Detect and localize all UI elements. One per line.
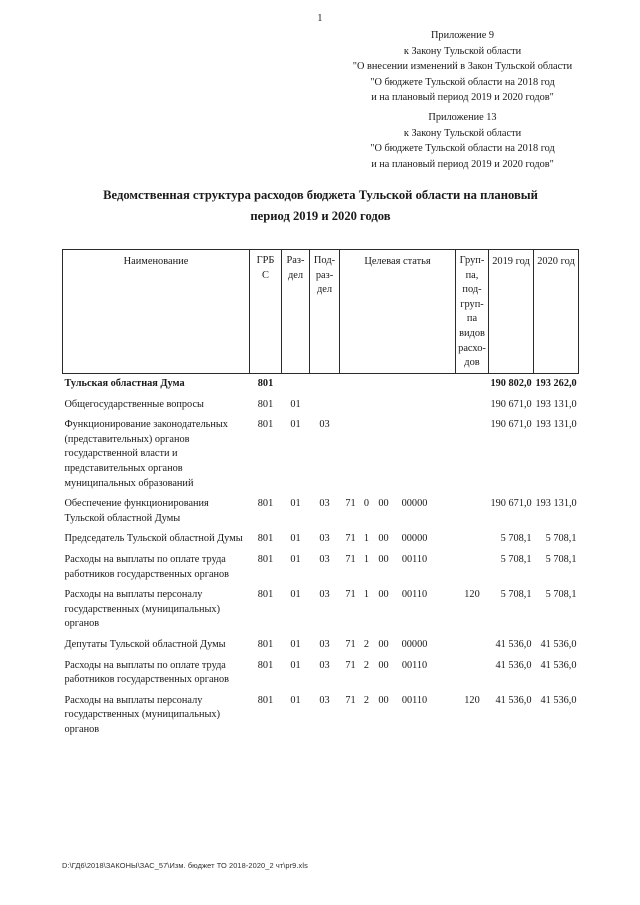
row-value-2019: 190 671,0 [490,498,532,510]
row-value-2020: 5 708,1 [545,533,577,545]
target-article-code: 00110 [401,553,428,565]
row-value-2019: 190 671,0 [490,419,532,431]
row-name: Расходы на выплаты персоналу государственных (муниципальных) органов [64,589,221,630]
target-article-chapter: 71 [345,533,356,545]
row-grbs: 801 [257,553,274,565]
target-article-direction: 00 [378,533,389,545]
row-target-article [340,494,456,529]
row-podrazdel: 03 [319,533,330,545]
row-value-2019: 5 708,1 [500,589,532,601]
row-grbs: 801 [257,694,274,706]
appendix-reference-9 [300,28,625,106]
row-expense-group [456,374,489,395]
appendix-13-line-1: Приложение 13 [428,112,497,123]
row-value-2019: 190 671,0 [490,398,532,410]
row-grbs: 801 [257,589,274,601]
row-target-article [340,415,456,494]
row-podrazdel: 03 [319,694,330,706]
row-podrazdel: 03 [319,589,330,601]
row-razdel: 01 [290,589,301,601]
target-article-chapter: 71 [345,553,356,565]
row-value-2019: 41 536,0 [495,659,532,671]
row-value-2019: 5 708,1 [500,533,532,545]
target-article-chapter: 71 [345,638,356,650]
row-value-2020: 193 131,0 [535,498,577,510]
row-grbs: 801 [257,498,274,510]
target-article-code: 00110 [401,694,428,706]
row-expense-group: 120 [464,589,480,601]
row-razdel: 01 [290,498,301,510]
row-expense-group [456,395,489,416]
target-article-chapter: 71 [345,659,356,671]
column-header-expense-group [456,250,489,374]
column-header-year-2020-label: 2020 год [537,256,575,267]
page-title-line-1: Ведомственная структура расходов бюджета Тульской области на плановый [103,188,538,202]
row-razdel: 01 [290,419,301,431]
row-grbs: 801 [257,659,274,671]
appendix-9-line-1: Приложение 9 [431,30,494,41]
appendix-13-line-2: к Закону Тульской области [403,127,522,139]
row-expense-group [456,635,489,656]
table-row [63,529,579,550]
row-target-article [340,550,456,585]
column-header-target-article-label: Целевая статья [364,256,431,267]
column-header-podrazdel [310,250,340,374]
row-podrazdel [310,395,340,416]
row-name: Общегосударственные вопросы [64,398,204,410]
budget-table-body [63,374,579,741]
appendix-reference-13 [300,110,625,172]
target-article-subprogram: 2 [363,659,370,671]
row-expense-group [456,529,489,550]
row-name: Депутаты Тульской областной Думы [64,638,226,650]
target-article-subprogram: 2 [363,638,370,650]
row-value-2020: 5 708,1 [545,589,577,601]
row-name: Расходы на выплаты по оплате труда работников государственных органов [64,553,230,580]
row-name: Функционирование законодательных (представительных) органов государственной власти и представительных органов муниципальных образований [64,419,228,489]
row-podrazdel: 03 [319,659,330,671]
row-value-2020: 193 262,0 [535,378,577,389]
row-name: Обеспечение функционирования Тульской областной Думы [64,498,209,524]
target-article-subprogram: 1 [363,533,370,545]
appendix-9-line-3: "О внесении изменений в Закон Тульской области [352,61,573,72]
row-razdel: 01 [290,659,301,671]
row-grbs: 801 [257,398,274,410]
page-number: 1 [317,13,323,24]
row-target-article [340,656,456,691]
target-article-direction: 00 [378,498,389,510]
row-grbs: 801 [257,378,274,389]
appendix-13-line-4: и на плановый период 2019 и 2020 годов" [371,158,554,170]
target-article-direction: 00 [378,659,389,671]
table-row [63,374,579,395]
column-header-razdel-label: Раз- дел [286,255,305,281]
table-row [63,585,579,635]
row-razdel: 01 [290,638,301,650]
target-article-chapter: 71 [345,498,356,510]
column-header-target-article [340,250,456,374]
row-name: Расходы на выплаты по оплате труда работников государственных органов [64,659,230,686]
row-value-2020: 193 131,0 [535,419,577,431]
row-grbs: 801 [257,533,274,545]
row-name: Председатель Тульской областной Думы [64,533,243,545]
row-podrazdel: 03 [319,638,330,650]
table-row [63,415,579,494]
column-header-year-2019 [489,250,534,374]
table-row [63,494,579,529]
row-razdel: 01 [290,533,301,545]
target-article-chapter: 71 [345,694,356,706]
target-article-direction: 00 [378,553,389,565]
row-value-2019: 190 802,0 [490,378,532,389]
column-header-grbs [250,250,282,374]
row-target-article [340,691,456,741]
column-header-year-2019-label: 2019 год [492,256,530,267]
row-expense-group [456,415,489,494]
row-value-2019: 41 536,0 [495,638,532,650]
row-name: Тульская областная Дума [64,378,185,389]
column-header-name-label: Наименование [123,256,189,267]
column-header-grbs-label: ГРБ С [256,255,275,281]
column-header-name [63,250,250,374]
table-row [63,550,579,585]
row-expense-group [456,656,489,691]
budget-table [62,249,579,740]
row-grbs: 801 [257,419,274,431]
row-expense-group [456,550,489,585]
target-article-subprogram: 1 [363,553,370,565]
row-razdel: 01 [290,694,301,706]
row-podrazdel: 03 [319,419,330,431]
table-row [63,691,579,741]
target-article-code: 00000 [401,533,428,545]
page-title [68,185,573,227]
target-article-direction: 00 [378,694,389,706]
row-expense-group: 120 [464,694,480,706]
source-file-path: D:\ГД6\2018\ЗАКОНЫ\ЗАС_57\Изм. бюджет ТО 2018-2020_2 чт\pr9.xls [62,861,308,870]
row-target-article [340,374,456,395]
budget-table-container [62,249,578,740]
row-name: Расходы на выплаты персоналу государственных (муниципальных) органов [64,694,221,735]
row-target-article [340,529,456,550]
table-row [63,395,579,416]
row-expense-group [456,494,489,529]
target-article-code: 00110 [401,659,428,671]
table-row [63,635,579,656]
row-razdel: 01 [290,553,301,565]
row-grbs: 801 [257,638,274,650]
target-article-direction: 00 [378,589,389,601]
row-value-2020: 5 708,1 [545,553,577,565]
row-podrazdel: 03 [319,553,330,565]
row-value-2020: 41 536,0 [540,694,577,706]
row-target-article [340,585,456,635]
target-article-code: 00000 [401,638,428,650]
target-article-subprogram: 0 [363,498,370,510]
row-value-2019: 41 536,0 [495,694,532,706]
target-article-subprogram: 2 [363,694,370,706]
column-header-expense-group-label: Груп- па, под- груп- па видов расхо- дов [458,255,486,369]
row-target-article [340,395,456,416]
column-header-podrazdel-label: Под- раз- дел [313,255,336,296]
table-row [63,656,579,691]
row-podrazdel: 03 [319,498,330,510]
target-article-subprogram: 1 [363,589,370,601]
row-value-2020: 193 131,0 [535,398,577,410]
appendix-9-line-2: к Закону Тульской области [403,45,522,57]
column-header-razdel [282,250,310,374]
column-header-year-2020 [534,250,579,374]
row-value-2020: 41 536,0 [540,659,577,671]
appendix-9-line-4: "О бюджете Тульской области на 2018 год [370,76,555,88]
row-value-2019: 5 708,1 [500,553,532,565]
row-podrazdel [310,374,340,395]
appendix-9-line-5: и на плановый период 2019 и 2020 годов" [371,92,554,103]
row-target-article [340,635,456,656]
appendix-13-line-3: "О бюджете Тульской области на 2018 год [370,143,555,154]
target-article-code: 00000 [401,498,428,510]
page-title-line-2: период 2019 и 2020 годов [250,209,391,223]
target-article-direction: 00 [378,638,389,650]
row-value-2020: 41 536,0 [540,638,577,650]
table-header-row [63,250,579,374]
target-article-chapter: 71 [345,589,356,601]
row-razdel [282,374,310,395]
row-razdel: 01 [290,398,301,410]
target-article-code: 00110 [401,589,428,601]
